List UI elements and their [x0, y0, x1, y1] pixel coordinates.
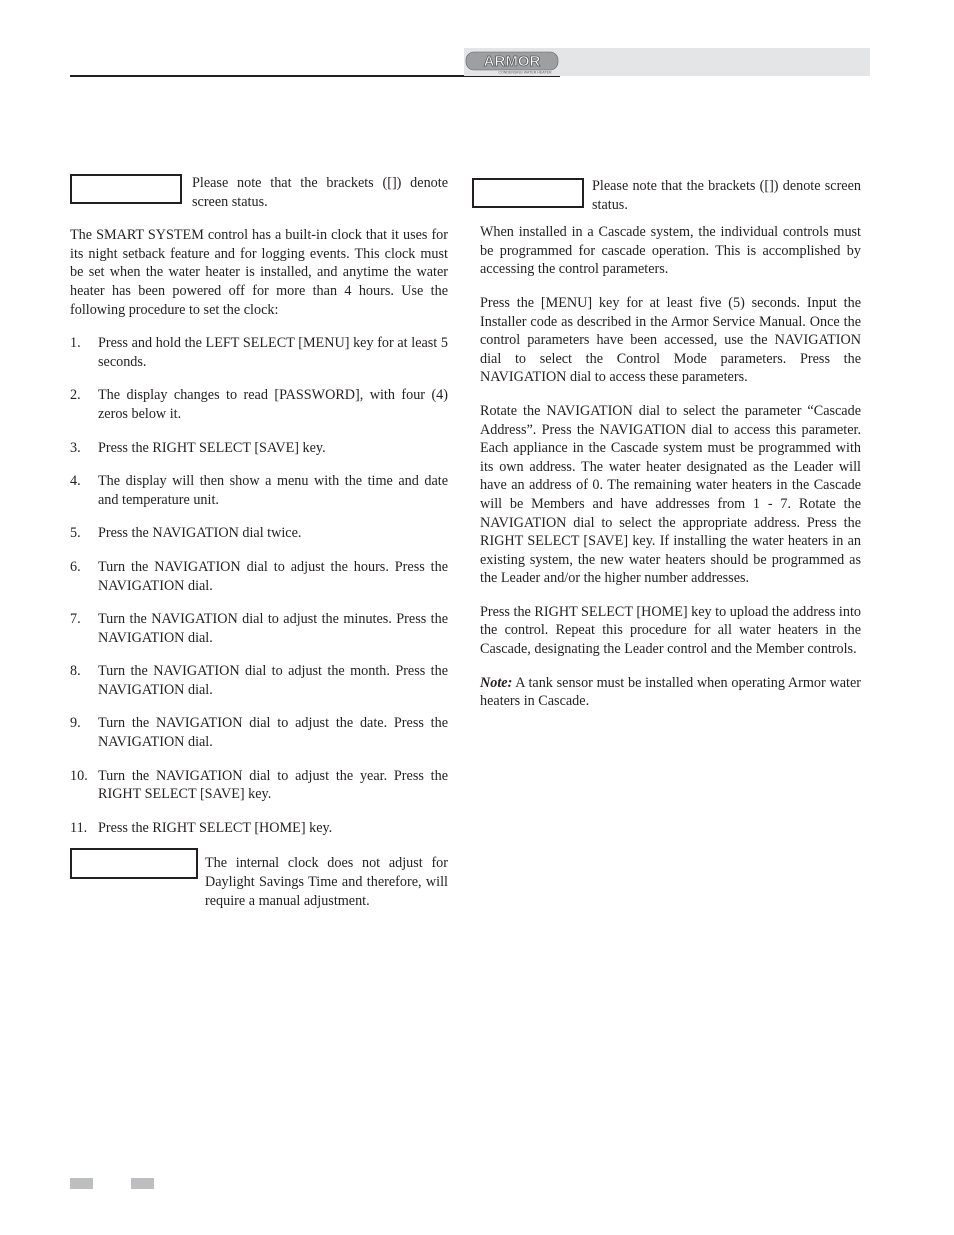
step-text: The display changes to read [PASSWORD], with four (4) zeros below it. — [98, 387, 448, 422]
svg-text:CONDENSING WATER HEATER: CONDENSING WATER HEATER — [498, 70, 552, 75]
step-number: 7. — [70, 611, 81, 628]
list-item — [70, 524, 448, 543]
cascade-para-4: Press the RIGHT SELECT [HOME] key to upload the address into the control. Repeat this procedure for all water heaters in the Cascade, designating the Leader control and the Member controls. — [480, 603, 861, 658]
list-item — [70, 439, 448, 458]
step-number: 2. — [70, 387, 81, 404]
step-text: Press the RIGHT SELECT [HOME] key. — [98, 819, 333, 836]
step-text: Turn the NAVIGATION dial to adjust the minutes. Press the NAVIGATION dial. — [98, 611, 448, 646]
step-number: 1. — [70, 335, 81, 352]
cascade-note — [480, 674, 861, 711]
step-number: 10. — [70, 767, 88, 784]
footer-tab-left — [70, 1178, 93, 1189]
step-text: Turn the NAVIGATION dial to adjust the hours. Press the NAVIGATION dial. — [98, 558, 448, 594]
list-item — [70, 472, 448, 509]
armor-logo — [465, 49, 561, 75]
cascade-para-2: Press the [MENU] key for at least five (5) seconds. Input the Installer code as described in the Armor Service Manual. Once the control parameters have been accessed, use the NAVIGATION dial to select the Control Mode parameters. Press the NAVIGATION dial to access these parameters. — [480, 294, 861, 386]
step-number: 9. — [70, 715, 81, 732]
footer-tab-right — [131, 1178, 154, 1189]
note-text: A tank sensor must be installed when operating Armor water heaters in Cascade. — [480, 674, 861, 710]
right-column — [480, 177, 861, 711]
step-text: Press the NAVIGATION dial twice. — [98, 525, 302, 542]
clock-intro: The SMART SYSTEM control has a built-in clock that it uses for its night setback feature and for logging events. This clock must be set when the water heater is installed, and anytime the water heater has been powered off for more than 4 hours. Use the following procedure to set the clock: — [70, 227, 448, 318]
step-number: 5. — [70, 525, 81, 542]
left-column — [70, 174, 448, 910]
notice-text: Please note that the brackets ([]) denote screen status. — [192, 175, 448, 210]
step-number: 6. — [70, 558, 81, 575]
notice-box — [70, 848, 198, 879]
notice-brackets-left — [70, 174, 448, 211]
step-text: Turn the NAVIGATION dial to adjust the year. Press the RIGHT SELECT [SAVE] key. — [98, 767, 448, 803]
list-item — [70, 714, 448, 751]
notice-text: Please note that the brackets ([]) denote screen status. — [592, 178, 861, 213]
step-number: 8. — [70, 663, 81, 680]
cascade-para-1: When installed in a Cascade system, the individual controls must be programmed for cascade operation. This is accomplished by accessing the control parameters. — [480, 224, 861, 278]
list-item — [70, 662, 448, 699]
notice-brackets-right — [480, 177, 861, 214]
step-text: Press and hold the LEFT SELECT [MENU] key for at least 5 seconds. — [98, 335, 448, 370]
notice-box — [70, 174, 182, 204]
list-item — [70, 386, 448, 423]
step-number: 3. — [70, 439, 81, 456]
list-item — [70, 610, 448, 647]
step-text: The display will then show a menu with the time and date and temperature unit. — [98, 473, 448, 508]
notice-clock — [70, 854, 448, 910]
svg-text:ARMOR: ARMOR — [483, 53, 541, 70]
list-item — [70, 819, 448, 838]
list-item — [70, 558, 448, 595]
cascade-para-3: Rotate the NAVIGATION dial to select the parameter “Cascade Address”. Press the NAVIGATION dial to access this parameter. Each appliance in the Cascade system must be programmed with its own address. The water heater designated as the Leader will have an address of 0. The remaining water heaters in the Cascade will be Members and have addresses from 1 - 7. Rotate the NAVIGATION dial to select the appropriate address. Press the RIGHT SELECT [SAVE] key. If installing the water heaters in an existing system, the new water heaters should be programmed as the Leader and/or the higher number addresses. — [480, 402, 861, 587]
notice-text: The internal clock does not adjust for Daylight Savings Time and therefore, will require a manual adjustment. — [205, 855, 448, 909]
list-item — [70, 334, 448, 371]
step-number: 11. — [70, 819, 88, 836]
step-text: Turn the NAVIGATION dial to adjust the date. Press the NAVIGATION dial. — [98, 715, 448, 751]
note-label: Note: — [480, 674, 513, 691]
notice-box — [472, 178, 584, 208]
step-number: 4. — [70, 473, 81, 490]
clock-steps — [70, 334, 448, 837]
step-text: Press the RIGHT SELECT [SAVE] key. — [98, 439, 326, 456]
step-text: Turn the NAVIGATION dial to adjust the month. Press the NAVIGATION dial. — [98, 663, 448, 698]
list-item — [70, 767, 448, 804]
